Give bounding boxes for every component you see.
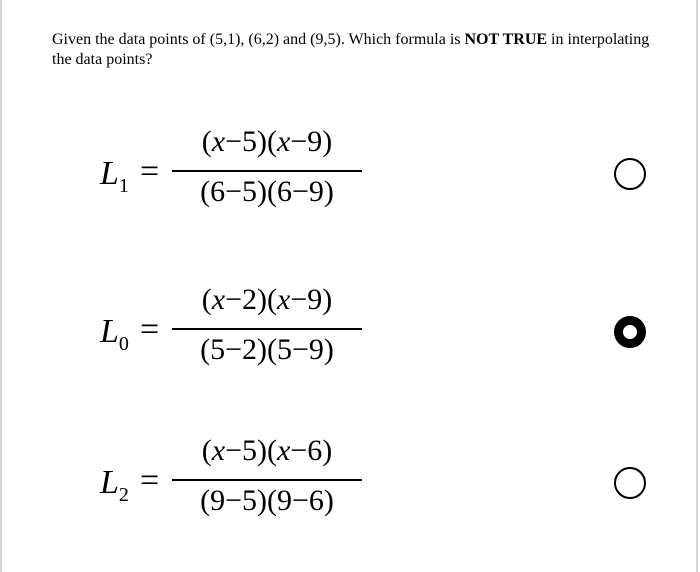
equals-sign: = [140, 462, 160, 499]
answer-option-3[interactable] [0, 434, 700, 534]
question-text [52, 30, 652, 70]
denominator: (6−5)(6−9) [200, 175, 334, 208]
fraction-bar [172, 170, 362, 172]
numerator: (x−5)(x−6) [201, 434, 333, 467]
lhs-subscript: 1 [118, 175, 129, 197]
formula-lhs [100, 464, 129, 507]
radio-button-option-1[interactable] [614, 158, 646, 190]
answer-option-1[interactable] [0, 125, 700, 225]
answer-option-2[interactable] [0, 283, 700, 383]
question-text-after: in interpolating the data points? [52, 31, 650, 68]
lhs-letter: L [100, 313, 119, 350]
radio-button-option-2[interactable] [614, 316, 646, 348]
fraction-bar [172, 328, 362, 330]
numerator: (x−2)(x−9) [201, 283, 333, 316]
fraction-bar [172, 479, 362, 481]
question-emphasis: NOT TRUE [464, 31, 548, 48]
formula-lhs [100, 313, 129, 356]
question-text-before: Given the data points of (5,1), (6,2) and (9,5). Which formula is [52, 31, 465, 48]
formula-lhs [100, 155, 129, 198]
equals-sign: = [140, 311, 160, 348]
radio-button-option-3[interactable] [614, 467, 646, 499]
equals-sign: = [140, 153, 160, 190]
denominator: (5−2)(5−9) [200, 333, 334, 366]
numerator: (x−5)(x−9) [201, 125, 333, 158]
lhs-letter: L [100, 155, 119, 192]
lhs-subscript: 0 [118, 333, 129, 355]
lhs-subscript: 2 [118, 484, 129, 506]
denominator: (9−5)(9−6) [200, 484, 334, 517]
lhs-letter: L [100, 464, 119, 501]
